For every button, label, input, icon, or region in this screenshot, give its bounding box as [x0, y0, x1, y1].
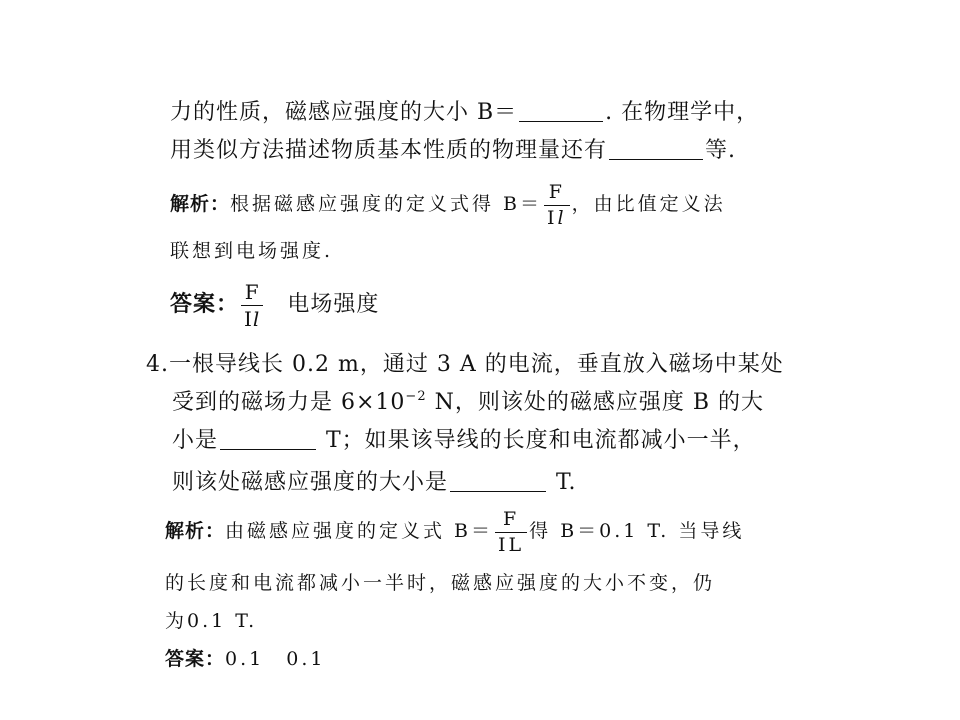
- q3-line1-text-a: 力的性质，磁感应强度的大小 B＝: [170, 100, 518, 125]
- fraction-numerator: F: [495, 510, 527, 533]
- answer-blank: [519, 99, 603, 122]
- q3-line-1: [170, 95, 759, 126]
- q4-analysis-text-b: 得 B＝0.1 T. 当导线: [529, 520, 745, 542]
- q4-analysis-line-2: 的长度和电流都减小一半时，磁感应强度的大小不变，仍: [165, 572, 716, 594]
- answer-blank: [609, 137, 703, 160]
- fraction-f-over-il: [544, 180, 570, 229]
- den-i: I: [244, 306, 253, 331]
- den-l: l: [252, 306, 261, 331]
- q4-answer: [165, 644, 325, 671]
- answer-label: 答案：: [165, 648, 226, 670]
- analysis-label: 解析：: [170, 193, 231, 215]
- fraction-f-over-il: [241, 279, 263, 331]
- question-number: 4.: [146, 352, 169, 377]
- q4-line-3: [172, 423, 756, 454]
- q4-analysis-text-a: 由磁感应强度的定义式 B＝: [225, 520, 494, 542]
- analysis-label: 解析：: [165, 520, 226, 542]
- q3-line2-text-b: 等.: [705, 138, 737, 163]
- q4-line3-text-b: T；如果该导线的长度和电流都减小一半，: [318, 428, 756, 453]
- q4-line2-text-a: 受到的磁场力是 6×10: [172, 390, 406, 415]
- q3-line1-text-b: . 在物理学中，: [605, 100, 760, 125]
- q4-line-1: [146, 347, 784, 378]
- q3-line-2: [170, 133, 736, 164]
- q4-line1-text: 一根导线长 0.2 m，通过 3 A 的电流，垂直放入磁场中某处: [169, 352, 784, 377]
- q3-answer: [170, 280, 379, 330]
- den-i: I: [547, 206, 558, 229]
- fraction-denominator: [544, 206, 570, 228]
- q3-analysis-line-2: 联想到电场强度.: [170, 240, 334, 262]
- q4-line4-text-b: T.: [548, 470, 577, 495]
- answer-blank: [450, 469, 546, 492]
- q3-answer-text: 电场强度: [287, 292, 380, 317]
- q4-analysis-line-1: [165, 503, 744, 559]
- exponent: −2: [405, 389, 427, 404]
- answer-label: 答案：: [170, 292, 240, 317]
- q4-line-2: [172, 385, 764, 416]
- answer-blank: [220, 427, 316, 450]
- q4-analysis-line-3: 为0.1 T.: [165, 610, 258, 632]
- fraction-denominator: IL: [498, 533, 525, 556]
- q3-analysis-text-b: ，由比值定义法: [571, 193, 726, 215]
- fraction-numerator: F: [544, 183, 570, 206]
- den-l: l: [557, 206, 567, 229]
- fraction-denominator: [241, 306, 263, 329]
- q3-line2-text-a: 用类似方法描述物质基本性质的物理量还有: [170, 138, 608, 163]
- fraction-numerator: F: [241, 282, 263, 306]
- q4-line2-text-b: N，则该处的磁感应强度 B 的大: [426, 390, 764, 415]
- q4-answer-text: 0.1 0.1: [225, 648, 326, 670]
- q4-line4-text-a: 则该处磁感应强度的大小是: [172, 470, 449, 495]
- q4-line3-text-a: 小是: [172, 428, 219, 453]
- q4-line-4: [172, 465, 576, 496]
- q3-analysis-text-a: 根据磁感应强度的定义式得 B＝: [230, 193, 543, 215]
- q3-analysis-line-1: [170, 176, 726, 232]
- fraction-f-over-il: [495, 507, 527, 556]
